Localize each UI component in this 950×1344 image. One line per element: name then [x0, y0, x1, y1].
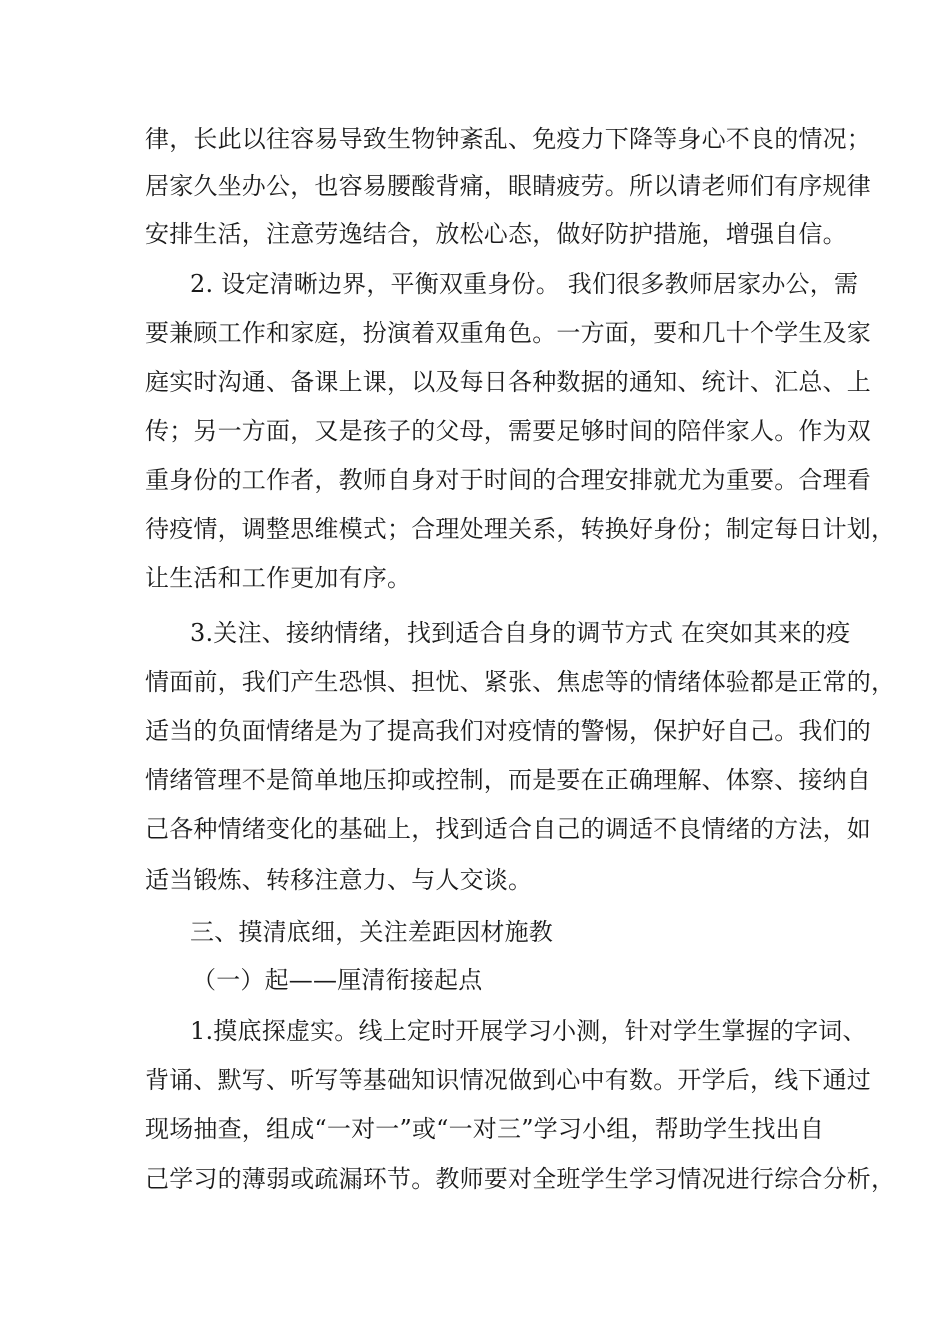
text-line: 让生活和工作更加有序。: [145, 564, 412, 592]
text-line: 己学习的薄弱或疏漏环节。教师要对全班学生学习情况进行综合分析，: [145, 1165, 896, 1193]
text-line: 情绪管理不是简单地压抑或控制，而是要在正确理解、体察、接纳自: [145, 766, 871, 794]
text-line: 重身份的工作者，教师自身对于时间的合理安排就尤为重要。合理看: [145, 466, 871, 494]
text-line: 适当的负面情绪是为了提高我们对疫情的警惕，保护好自己。我们的: [145, 717, 871, 745]
text-line: 现场抽查，组成“一对一”或“一对三”学习小组，帮助学生找出自: [145, 1115, 825, 1143]
text-line: 1.摸底探虚实。线上定时开展学习小测，针对学生掌握的字词、: [190, 1017, 867, 1045]
section-heading: 三、摸清底细，关注差距因材施教: [190, 918, 553, 946]
text-line: 安排生活，注意劳逸结合，放松心态，做好防护措施，增强自信。: [145, 220, 847, 248]
text-line: 庭实时沟通、备课上课，以及每日各种数据的通知、统计、汇总、上: [145, 368, 871, 396]
text-line: 2. 设定清晰边界，平衡双重身份。 我们很多教师居家办公，需: [190, 270, 859, 298]
text-line: 居家久坐办公，也容易腰酸背痛，眼睛疲劳。所以请老师们有序规律: [145, 172, 871, 200]
subsection-heading: （一）起——厘清衔接起点: [192, 966, 483, 994]
text-line: 背诵、默写、听写等基础知识情况做到心中有数。开学后，线下通过: [145, 1066, 871, 1094]
text-line: 情面前，我们产生恐惧、担忧、紧张、焦虑等的情绪体验都是正常的，: [145, 668, 896, 696]
text-line: 要兼顾工作和家庭，扮演着双重角色。一方面，要和几十个学生及家: [145, 319, 871, 347]
text-line: 律，长此以往容易导致生物钟紊乱、免疫力下降等身心不良的情况；: [145, 125, 871, 153]
text-line: 3.关注、接纳情绪，找到适合自身的调节方式 在突如其来的疫: [190, 619, 851, 647]
text-line: 待疫情，调整思维模式；合理处理关系，转换好身份；制定每日计划，: [145, 515, 896, 543]
text-line: 适当锻炼、转移注意力、与人交谈。: [145, 866, 533, 894]
text-line: 传；另一方面，又是孩子的父母，需要足够时间的陪伴家人。作为双: [145, 417, 871, 445]
text-line: 己各种情绪变化的基础上，找到适合自己的调适不良情绪的方法，如: [145, 815, 871, 843]
